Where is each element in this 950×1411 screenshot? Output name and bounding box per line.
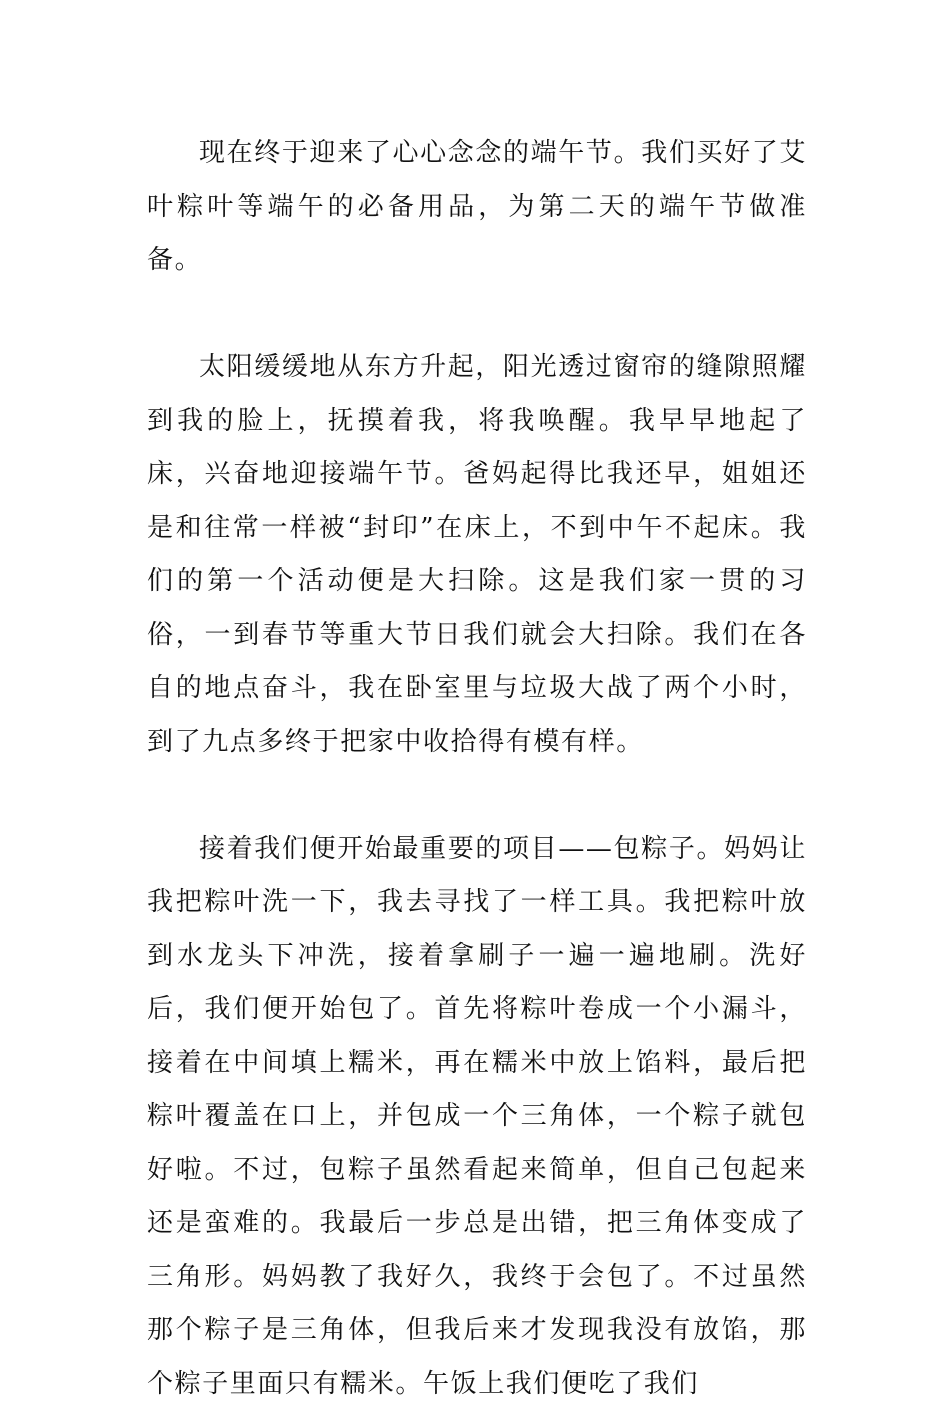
paragraph-1: 现在终于迎来了心心念念的端午节。我们买好了艾叶粽叶等端午的必备用品，为第二天的端午节做准备。: [147, 127, 807, 288]
paragraph-2: 太阳缓缓地从东方升起，阳光透过窗帘的缝隙照耀到我的脸上，抚摸着我，将我唤醒。我早早地起了床，兴奋地迎接端午节。爸妈起得比我还早，姐姐还是和往常一样被“封印”在床上，不到中午不起床。我们的第一个活动便是大扫除。这是我们家一贯的习俗，一到春节等重大节日我们就会大扫除。我们在各自的地点奋斗，我在卧室里与垃圾大战了两个小时，到了九点多终于把家中收拾得有模有样。: [147, 341, 807, 769]
essay-body: [147, 127, 807, 1411]
paragraph-3: 接着我们便开始最重要的项目——包粽子。妈妈让我把粽叶洗一下，我去寻找了一样工具。我把粽叶放到水龙头下冲洗，接着拿刷子一遍一遍地刷。洗好后，我们便开始包了。首先将粽叶卷成一个小漏斗，接着在中间填上糯米，再在糯米中放上馅料，最后把粽叶覆盖在口上，并包成一个三角体，一个粽子就包好啦。不过，包粽子虽然看起来简单，但自己包起来还是蛮难的。我最后一步总是出错，把三角体变成了三角形。妈妈教了我好久，我终于会包了。不过虽然那个粽子是三角体，但我后来才发现我没有放馅，那个粽子里面只有糯米。午饭上我们便吃了我们: [147, 823, 807, 1411]
